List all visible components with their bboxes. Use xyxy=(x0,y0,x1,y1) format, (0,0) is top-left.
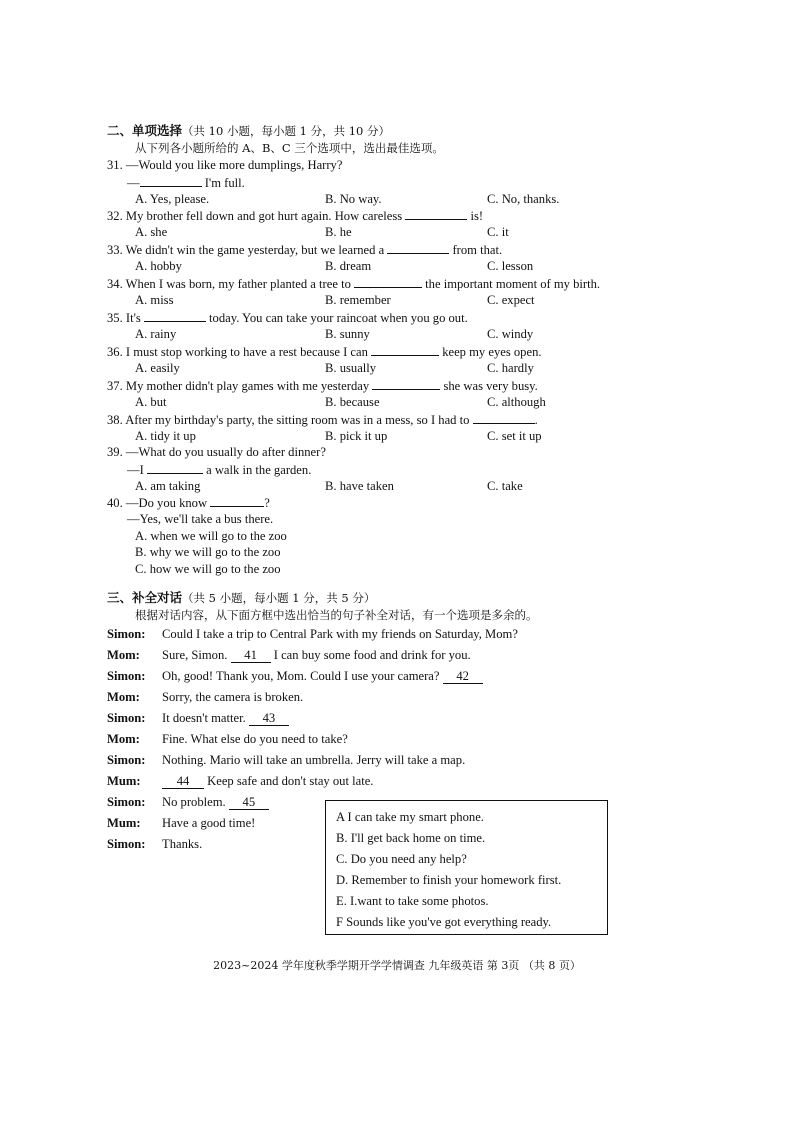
q40-option-c: C. how we will go to the zoo xyxy=(135,562,281,576)
q31-stem: 31. —Would you like more dumplings, Harry? xyxy=(107,158,343,172)
q39-stem: 39. —What do you usually do after dinner? xyxy=(107,445,326,459)
dialogue-line: Nothing. Mario will take an umbrella. Jerry will take a map. xyxy=(162,753,466,767)
q38-stem: 38. After my birthday's party, the sitting room was in a mess, so I had to . xyxy=(107,413,538,427)
q36-stem: 36. I must stop working to have a rest because I can keep my eyes open. xyxy=(107,345,542,359)
dialogue-line: Could I take a trip to Central Park with my friends on Saturday, Mom? xyxy=(162,627,518,641)
q37-option-c: C. although xyxy=(487,395,546,409)
q31-option-a: A. Yes, please. xyxy=(135,192,210,206)
q38-option-c: C. set it up xyxy=(487,429,542,443)
dialogue-line: Have a good time! xyxy=(162,816,256,830)
dialogue-speaker: Mom: xyxy=(107,648,140,662)
dialogue-speaker: Mom: xyxy=(107,732,140,746)
q32-option-a: A. she xyxy=(135,225,168,239)
q32-option-b: B. he xyxy=(325,225,352,239)
q34-option-a: A. miss xyxy=(135,293,174,307)
blank-45: 45 xyxy=(229,795,269,810)
section3-heading xyxy=(107,590,375,606)
q33-stem: 33. We didn't win the game yesterday, but we learned a from that. xyxy=(107,243,503,257)
dialogue-line: Sure, Simon. 41 I can buy some food and drink for you. xyxy=(162,648,471,662)
dialogue-speaker: Mum: xyxy=(107,816,141,830)
page-footer: 2023~2024 学年度秋季学期开学学情调查 九年级英语 第 3页 （共 8 页） xyxy=(213,959,581,972)
q35-option-b: B. sunny xyxy=(325,327,370,341)
dialogue-line: No problem. 45 xyxy=(162,794,269,810)
dialogue-speaker: Mom: xyxy=(107,690,140,704)
dialogue-line: It doesn't matter. 43 xyxy=(162,710,289,726)
q31-blank xyxy=(140,174,202,187)
dialogue-speaker: Simon: xyxy=(107,711,146,725)
q33-option-b: B. dream xyxy=(325,259,372,273)
q34-option-c: C. expect xyxy=(487,293,535,307)
q39-option-b: B. have taken xyxy=(325,479,394,493)
dialogue-line: Thanks. xyxy=(162,837,203,851)
blank-42: 42 xyxy=(443,669,483,684)
q38-option-a: A. tidy it up xyxy=(135,429,196,443)
q34-option-b: B. remember xyxy=(325,293,391,307)
q33-option-c: C. lesson xyxy=(487,259,534,273)
q31-reply: — I'm full. xyxy=(127,176,245,190)
q37-option-a: A. but xyxy=(135,395,167,409)
q38-option-b: B. pick it up xyxy=(325,429,388,443)
blank-44: 44 xyxy=(162,774,204,789)
section3-title: 三、补全对话 xyxy=(107,590,183,605)
q36-option-a: A. easily xyxy=(135,361,180,375)
q31-option-c: C. No, thanks. xyxy=(487,192,560,206)
option-c: C. Do you need any help? xyxy=(336,852,467,866)
q40-option-a: A. when we will go to the zoo xyxy=(135,529,287,543)
dialogue-line: Fine. What else do you need to take? xyxy=(162,732,348,746)
dialogue-speaker: Simon: xyxy=(107,795,146,809)
q32-stem: 32. My brother fell down and got hurt again. How careless is! xyxy=(107,209,484,223)
q36-option-b: B. usually xyxy=(325,361,377,375)
options-box xyxy=(325,800,608,935)
section3-instruction: 根据对话内容，从下面方框中选出恰当的句子补全对话，有一个选项是多余的。 xyxy=(135,608,538,622)
dialogue-line: Oh, good! Thank you, Mom. Could I use your camera? 42 xyxy=(162,668,483,684)
q39-option-a: A. am taking xyxy=(135,479,201,493)
section2-title: 二、单项选择 xyxy=(107,123,183,138)
option-b: B. I'll get back home on time. xyxy=(336,831,486,845)
dialogue-speaker: Mum: xyxy=(107,774,141,788)
option-d: D. Remember to finish your homework first. xyxy=(336,873,562,887)
q32-option-c: C. it xyxy=(487,225,509,239)
q39-option-c: C. take xyxy=(487,479,523,493)
dialogue-speaker: Simon: xyxy=(107,837,146,851)
q37-option-b: B. because xyxy=(325,395,380,409)
section3-note: （共 5 小题，每小题 1 分，共 5 分） xyxy=(182,591,376,605)
dialogue-line: Sorry, the camera is broken. xyxy=(162,690,304,704)
q40-option-b: B. why we will go to the zoo xyxy=(135,545,281,559)
q39-reply: —I a walk in the garden. xyxy=(127,463,312,477)
dialogue-speaker: Simon: xyxy=(107,753,146,767)
q35-stem: 35. It's today. You can take your raincoat when you go out. xyxy=(107,311,468,325)
q36-option-c: C. hardly xyxy=(487,361,534,375)
section2-instruction: 从下列各小题所给的 A、B、C 三个选项中，选出最佳选项。 xyxy=(135,141,444,155)
section2-heading xyxy=(107,123,390,139)
blank-41: 41 xyxy=(231,648,271,663)
q34-stem: 34. When I was born, my father planted a tree to the important moment of my birth. xyxy=(107,277,601,291)
q40-reply: —Yes, we'll take a bus there. xyxy=(127,512,274,526)
q37-stem: 37. My mother didn't play games with me yesterday she was very busy. xyxy=(107,379,538,393)
q33-option-a: A. hobby xyxy=(135,259,182,273)
q35-option-c: C. windy xyxy=(487,327,534,341)
q35-option-a: A. rainy xyxy=(135,327,177,341)
q31-option-b: B. No way. xyxy=(325,192,382,206)
q40-stem: 40. —Do you know ? xyxy=(107,496,270,510)
option-f: F Sounds like you've got everything ready. xyxy=(336,915,552,929)
option-e: E. I.want to take some photos. xyxy=(336,894,489,908)
option-a: A I can take my smart phone. xyxy=(336,810,484,824)
dialogue-line: 44 Keep safe and don't stay out late. xyxy=(162,773,373,789)
section2-note: （共 10 小题，每小题 1 分，共 10 分） xyxy=(182,124,391,138)
dialogue-speaker: Simon: xyxy=(107,627,146,641)
dialogue-speaker: Simon: xyxy=(107,669,146,683)
blank-43: 43 xyxy=(249,711,289,726)
